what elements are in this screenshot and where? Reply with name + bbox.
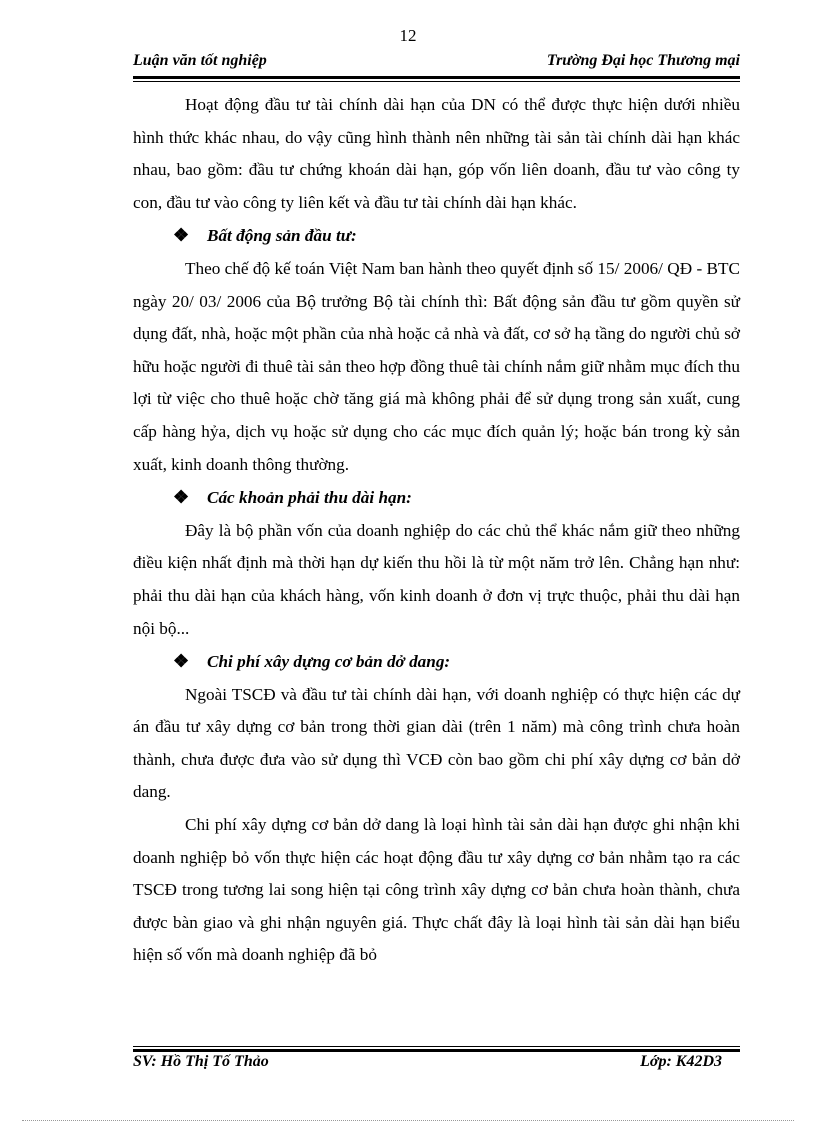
header-rule bbox=[133, 76, 740, 82]
footer-rule bbox=[133, 1046, 740, 1052]
header-right-title: Trường Đại học Thương mại bbox=[546, 52, 740, 69]
paragraph-investment-property: Theo chế độ kế toán Việt Nam ban hành theo quyết định số 15/ 2006/ QĐ - BTC ngày 20/ 03/ 2006 của Bộ trưởng Bộ tài chính thì: Bất động sản đầu tư gồm quyền sử dụng đất, nhà, hoặc một phần của nhà hoặc cả nhà và đất, cơ sở hạ tầng do người chủ sở hữu hoặc người đi thuê tài sản theo hợp đồng thuê tài chính nắm giữ nhằm mục đích thu lợi từ việc cho thuê hoặc chờ tăng giá mà không phải để sử dụng trong sản xuất, cung cấp hàng hỷa, dịch vụ hoặc sử dụng cho các mục đích quản lý; hoặc bán trong kỳ sản xuất, kinh doanh thông thường. bbox=[133, 258, 740, 474]
diamond-bullet-icon: ❖ bbox=[173, 487, 190, 508]
heading-text: Chi phí xây dựng cơ bản dở dang: bbox=[207, 652, 451, 672]
footer-class: Lớp: K42D3 bbox=[640, 1053, 722, 1070]
footer-student-name: SV: Hồ Thị Tố Thảo bbox=[133, 1053, 269, 1070]
heading-text: Bất động sản đầu tư: bbox=[207, 226, 357, 246]
paragraph-long-term-financial-investment: Hoạt động đầu tư tài chính dài hạn của DN có thể được thực hiện dưới nhiều hình thức khác nhau, do vậy cũng hình thành nên những tài sản tài chính dài hạn khác nhau, bao gồm: đầu tư chứng khoán dài hạn, góp vốn liên doanh, đầu tư vào công ty con, đầu tư vào công ty liên kết và đầu tư tài chính dài hạn khác. bbox=[133, 95, 740, 212]
page-number: 12 bbox=[399, 26, 417, 45]
document-body bbox=[133, 89, 740, 972]
paragraph-construction-in-progress: Ngoài TSCĐ và đầu tư tài chính dài hạn, với doanh nghiệp có thực hiện các dự án đầu tư xây dựng cơ bản trong thời gian dài (trên 1 năm) mà công trình chưa hoàn thành, chưa được đưa vào sử dụng thì VCĐ còn bao gồm chi phí xây dựng cơ bản dở dang. bbox=[133, 684, 740, 802]
header-left-title: Luận văn tốt nghiệp bbox=[133, 52, 267, 69]
heading-long-term-receivables bbox=[133, 481, 740, 515]
heading-text: Các khoản phải thu dài hạn: bbox=[207, 488, 412, 508]
heading-construction-in-progress bbox=[133, 645, 740, 679]
paragraph-construction-cost-definition: Chi phí xây dựng cơ bản dở dang là loại hình tài sản dài hạn được ghi nhận khi doanh nghiệp bỏ vốn thực hiện các hoạt động đầu tư xây dựng cơ bản nhằm tạo ra các TSCĐ trong tương lai song hiện tại công trình xây dựng cơ bản chưa hoàn thành, chưa được bàn giao và ghi nhận nguyên giá. Thực chất đây là loại hình tài sản dài hạn biểu hiện số vốn mà doanh nghiệp đã bỏ bbox=[133, 815, 740, 965]
page-bottom-border bbox=[22, 1120, 794, 1121]
diamond-bullet-icon: ❖ bbox=[173, 225, 190, 246]
heading-investment-property bbox=[133, 219, 740, 253]
diamond-bullet-icon: ❖ bbox=[173, 651, 190, 672]
paragraph-long-term-receivables: Đây là bộ phần vốn của doanh nghiệp do các chủ thể khác nắm giữ theo những điều kiện nhất định mà thời hạn dự kiến thu hồi là từ một năm trở lên. Chẳng hạn như: phải thu dài hạn của khách hàng, vốn kinh doanh ở đơn vị trực thuộc, phải thu dài hạn nội bộ... bbox=[133, 520, 740, 638]
